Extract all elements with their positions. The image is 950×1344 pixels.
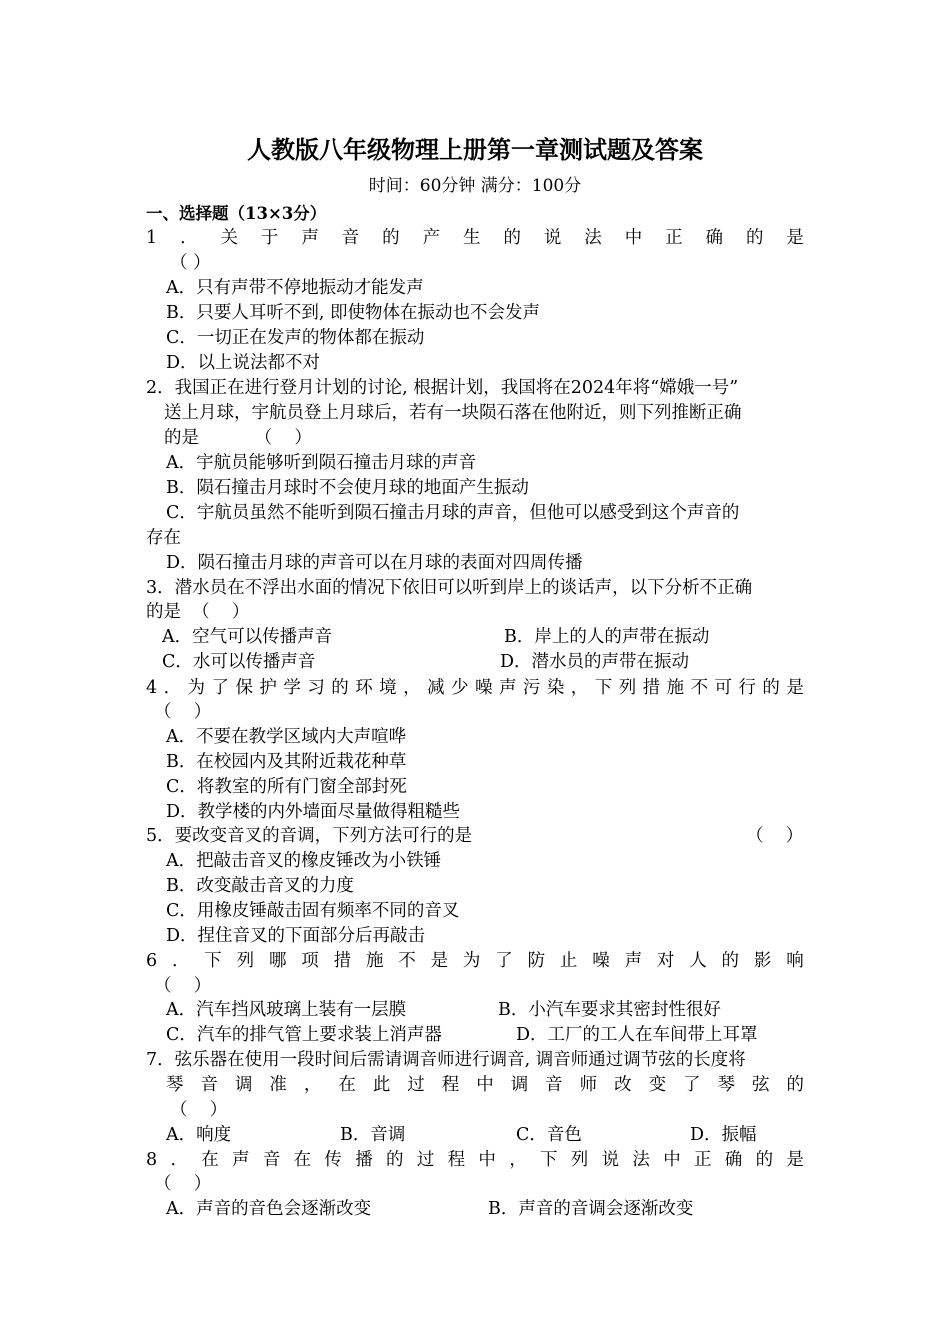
justified-char: 程 [447,1150,466,1170]
justified-char: ， [403,678,421,698]
question-2-option-a: A．宇航员能够听到陨石撞击月球的声音 [166,453,477,473]
justified-char: 为 [187,678,206,698]
justified-char: 传 [324,1150,342,1170]
section-heading: 一、选择题（13×3分） [146,204,327,223]
justified-char: 为 [462,951,481,971]
justified-char: 说 [543,228,562,248]
question-2-line-2: 送上月球，宇航员登上月球后，若有一块陨石落在他附近，则下列推断正确 [164,403,742,423]
question-8-option-b: B．声音的音调会逐渐改变 [488,1199,694,1219]
justified-char: 准 [269,1075,287,1095]
justified-char: 音 [341,228,360,248]
justified-char: ， [303,1075,322,1095]
question-5-option-d: D．捏住音叉的下面部分后再敲击 [166,926,426,946]
justified-char: 染 [546,678,565,698]
justified-char: 保 [235,678,253,698]
justified-char: 不 [398,951,416,971]
question-1-stem [146,226,804,250]
justified-char: 此 [372,1075,391,1095]
justified-char: 噪 [592,951,610,971]
justified-char: 是 [786,1150,804,1170]
justified-char: 正 [693,1150,712,1170]
justified-char: 可 [714,678,733,698]
justified-char: 响 [786,951,804,971]
justified-char: ， [570,678,589,698]
justified-char: 下 [540,1150,558,1170]
justified-char: 确 [705,228,724,248]
justified-char: 4 [146,678,158,698]
justified-char: 哪 [268,951,287,971]
justified-char: 法 [632,1150,650,1170]
justified-char: 音 [545,1075,563,1095]
question-3-option-d: D．潜水员的声带在振动 [500,652,690,672]
question-6-stem [146,949,804,973]
justified-char: 于 [260,228,279,248]
justified-char: 播 [355,1150,373,1170]
question-7-option-b: B．音调 [340,1125,406,1145]
question-1-option-d: D．以上说法都不对 [166,353,321,373]
question-7-option-d: D．振幅 [690,1125,757,1145]
justified-char: 不 [690,678,709,698]
justified-char: 调 [234,1075,253,1095]
question-5-paren: （ ） [746,826,804,846]
justified-char: 过 [407,1075,425,1095]
justified-char: 止 [559,951,578,971]
justified-char: 了 [495,951,513,971]
justified-char: 法 [584,228,602,248]
justified-char: 调 [510,1075,529,1095]
question-2-option-c-cont: 存在 [146,528,181,548]
question-7-line-1: 7．弦乐器在使用一段时间后需请调音师进行调音, 调音师通过调节弦的长度将 [146,1050,746,1070]
question-8-stem [146,1148,804,1172]
question-4-option-a: A．不要在教学区域内大声喧哗 [166,727,407,747]
question-4-stem [146,676,804,700]
question-2-line-1: 2．我国正在进行登月计划的讨论, 根据计划，我国将在2024年将“嫦娥一号” [146,378,739,398]
justified-char: 下 [594,678,613,698]
question-6-paren: （ ） [154,976,212,996]
justified-char: 中 [478,1150,496,1170]
justified-char: 下 [204,951,222,971]
justified-char: 的 [721,951,740,971]
question-5-option-a: A．把敲击音叉的橡皮锤改为小铁锤 [166,851,442,871]
question-4-option-c: C．将教室的所有门窗全部封死 [166,777,407,797]
question-6-option-a: A．汽车挡风玻璃上装有一层膜 [166,1000,407,1020]
question-8-option-a: A．声音的音色会逐渐改变 [166,1199,372,1219]
question-8-paren: （ ） [154,1174,212,1194]
justified-char: 措 [642,678,661,698]
question-2-option-d: D．陨石撞击月球的声音可以在月球的表面对四周传播 [166,553,583,573]
justified-char: 项 [301,951,319,971]
justified-char: 措 [333,951,352,971]
justified-char: 在 [338,1075,356,1095]
justified-char: 关 [220,228,238,248]
justified-char: 污 [522,678,541,698]
justified-char: 中 [476,1075,494,1095]
question-5-stem: 5．要改变音叉的音调，下列方法可行的是 [146,826,473,846]
justified-char: 师 [579,1075,598,1095]
justified-char: 变 [648,1075,667,1095]
justified-char: 了 [211,678,229,698]
justified-char: 声 [301,228,319,248]
justified-char: 噪 [474,678,493,698]
justified-char: 是 [786,678,804,698]
justified-char: ． [180,228,198,248]
justified-char: 的 [755,1150,774,1170]
justified-char: 减 [427,678,445,698]
question-4-option-d: D．教学楼的内外墙面尽量做得粗糙些 [166,802,461,822]
question-1-paren: （ ） [170,253,211,273]
question-7-option-c: C．音色 [516,1125,582,1145]
justified-char: 护 [259,678,277,698]
justified-char: 改 [614,1075,632,1095]
justified-char: 音 [200,1075,218,1095]
question-6-option-c: C．汽车的排气管上要求装上消声器 [166,1025,442,1045]
question-3-line-1: 3．潜水员在不浮出水面的情况下依旧可以听到岸上的谈话声，以下分析不正确 [146,578,753,598]
justified-char: 列 [570,1150,589,1170]
justified-char: 对 [656,951,675,971]
justified-char: 在 [201,1150,219,1170]
question-5-option-b: B．改变敲击音叉的力度 [166,876,354,896]
justified-char: ． [171,951,190,971]
question-2-option-c: C．宇航员虽然不能听到陨石撞击月球的声音，但他可以感受到这个声音的 [166,503,740,523]
justified-char: 确 [724,1150,743,1170]
justified-char: 声 [498,678,517,698]
justified-char: 的 [745,228,764,248]
justified-char: 的 [386,1150,404,1170]
question-4-paren: （ ） [154,702,212,722]
justified-char: 音 [262,1150,281,1170]
justified-char: 了 [683,1075,701,1095]
question-7-option-a: A．响度 [166,1125,232,1145]
justified-char: 行 [738,678,756,698]
question-6-option-b: B．小汽车要求其密封性很好 [498,1000,721,1020]
question-3-option-c: C．水可以传播声音 [162,652,316,672]
justified-char: 弦 [751,1075,770,1095]
question-4-option-b: B．在校园内及其附近栽花种草 [166,752,407,772]
justified-char: 6 [146,951,158,971]
justified-char: 是 [786,228,804,248]
justified-char: 在 [293,1150,312,1170]
justified-char: 8 [146,1150,158,1170]
justified-char: 施 [666,678,685,698]
justified-char: 环 [355,678,373,698]
justified-char: 琴 [166,1075,184,1095]
justified-char: 产 [422,228,441,248]
question-3-option-a: A．空气可以传播声音 [162,627,333,647]
justified-char: 过 [416,1150,435,1170]
justified-char: 学 [283,678,301,698]
justified-char: 施 [365,951,384,971]
justified-char: 的 [762,678,780,698]
justified-char: 的 [786,1075,804,1095]
question-2-option-b: B．陨石撞击月球时不会使月球的地面产生振动 [166,478,529,498]
justified-char: 的 [503,228,521,248]
document-title: 人教版八年级物理上册第一章测试题及答案 [247,135,703,164]
question-3-option-b: B．岸上的人的声带在振动 [504,627,710,647]
justified-char: 声 [232,1150,250,1170]
justified-char: ． [170,1150,188,1170]
question-5-option-c: C．用橡皮锤敲击固有频率不同的音叉 [166,901,460,921]
justified-char: 琴 [717,1075,735,1095]
question-1-option-b: B．只要人耳听不到, 即使物体在振动也不会发声 [166,303,540,323]
question-6-option-d: D．工厂的工人在车间带上耳罩 [516,1025,758,1045]
justified-char: 1 [146,228,158,248]
justified-char: 少 [451,678,469,698]
question-3-line-2: 的是 （ ） [146,602,250,622]
justified-char: 中 [624,228,643,248]
justified-char: 声 [624,951,643,971]
justified-char: 的 [331,678,349,698]
justified-char: 境 [379,678,397,698]
question-1-option-c: C．一切正在发声的物体都在振动 [166,328,425,348]
justified-char: 列 [618,678,637,698]
document-subtitle: 时间：60分钟 满分：100分 [368,176,582,196]
justified-char: 是 [430,951,449,971]
justified-char: ． [163,678,182,698]
justified-char: 中 [663,1150,681,1170]
justified-char: 习 [307,678,325,698]
justified-char: 列 [236,951,255,971]
justified-char: 的 [382,228,400,248]
question-7-line-2 [166,1073,804,1097]
question-1-option-a: A．只有声带不停地振动才能发声 [166,278,424,298]
justified-char: 生 [463,228,481,248]
justified-char: ， [509,1150,527,1170]
justified-char: 程 [441,1075,460,1095]
question-7-paren: （ ） [170,1100,228,1120]
justified-char: 人 [689,951,707,971]
justified-char: 说 [601,1150,620,1170]
justified-char: 正 [665,228,683,248]
justified-char: 影 [753,951,772,971]
justified-char: 防 [527,951,546,971]
question-2-line-3: 的是 （ ） [164,428,312,448]
